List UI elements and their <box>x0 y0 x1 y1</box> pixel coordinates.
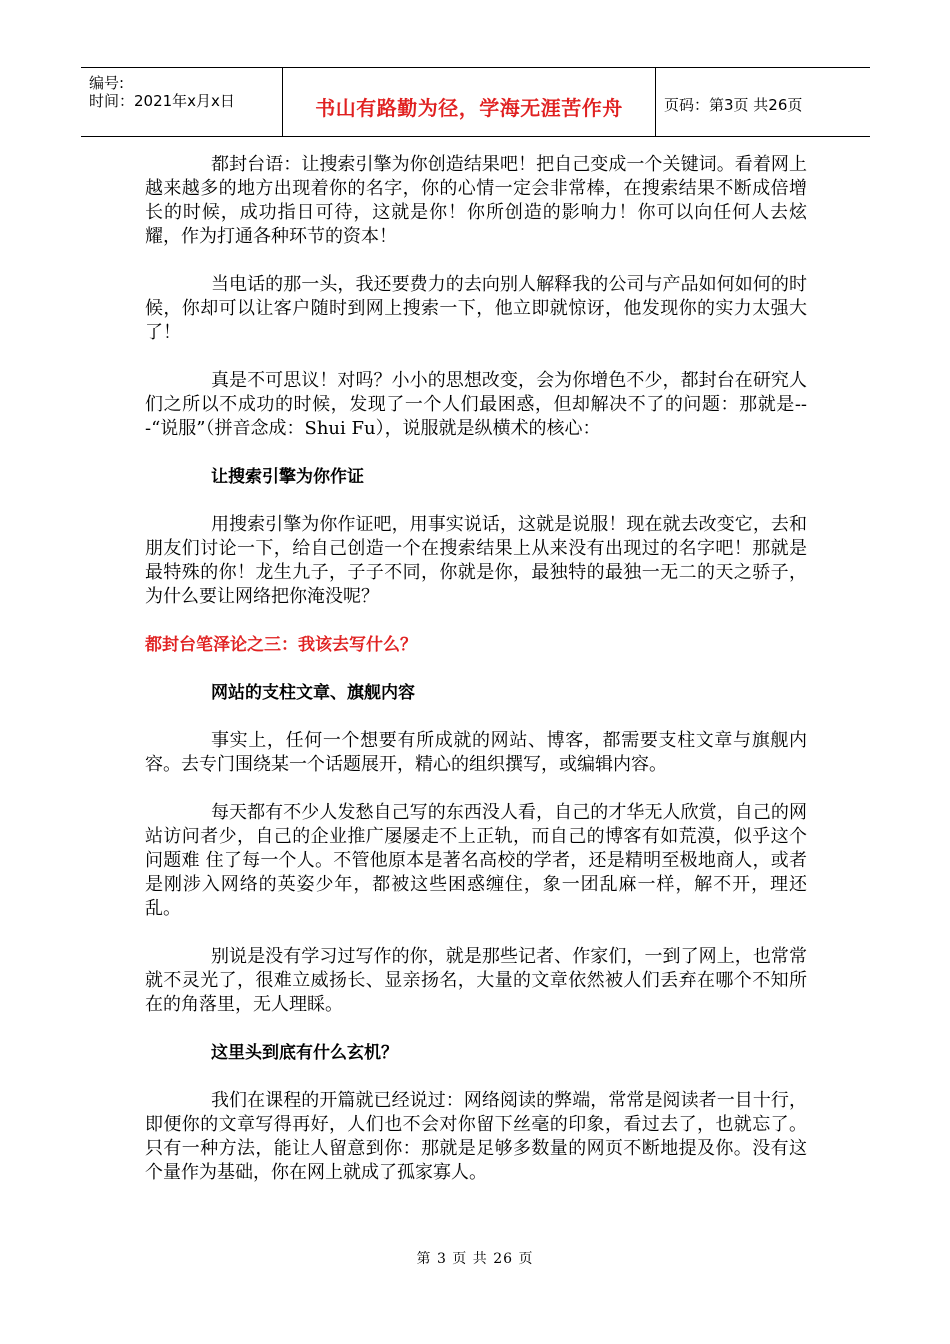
page-info: 页码：第3页 共26页 <box>664 96 803 114</box>
header-page-cell <box>656 68 870 136</box>
number-label: 编号: <box>89 74 125 92</box>
paragraph: 每天都有不少人发愁自己写的东西没人看，自己的才华无人欣赏，自己的网站访问者少，自己的企业推广屡屡走不上正轨，而自己的博客有如荒漠，似乎这个问题难 住了每一个人。不管他原本是著名高校的学者，还是精明至极地商人，或者是刚涉入网络的英姿少年，都被这些困惑缠住，象一团乱麻一样，解不开，理还乱。 <box>145 802 807 919</box>
section-heading: 网站的支柱文章、旗舰内容 <box>211 683 415 703</box>
header-meta-cell <box>81 68 283 136</box>
paragraph: 真是不可思议！对吗？小小的思想改变，会为你增色不少，都封台在研究人们之所以不成功的时候，发现了一个人们最困惑，但却解决不了的问题：那就是---“说服”（拼音念成：Shui Fu），说服就是纵横术的核心： <box>145 370 807 439</box>
paragraph: 别说是没有学习过写作的你，就是那些记者、作家们，一到了网上，也常常就不灵光了，很难立威扬长、显亲扬名，大量的文章依然被人们丢弃在哪个不知所在的角落里，无人理睬。 <box>145 946 807 1015</box>
time-label: 时间：2021年x月x日 <box>89 92 235 110</box>
document-body <box>145 153 807 1209</box>
chapter-heading: 都封台笔泽论之三：我该去写什么？ <box>145 635 417 655</box>
paragraph: 用搜索引擎为你作证吧，用事实说话，这就是说服！现在就去改变它，去和朋友们讨论一下，给自己创造一个在搜索结果上从来没有出现过的名字吧！那就是最特殊的你！龙生九子，子子不同，你就是你，最独特的最独一无二的天之骄子，为什么要让网络把你淹没呢？ <box>145 514 807 607</box>
section-heading: 让搜索引擎为你作证 <box>211 467 364 487</box>
paragraph: 当电话的那一头，我还要费力的去向别人解释我的公司与产品如何如何的时候，你却可以让客户随时到网上搜索一下，他立即就惊讶，他发现你的实力太强大了！ <box>145 274 807 343</box>
paragraph: 我们在课程的开篇就已经说过：网络阅读的弊端，常常是阅读者一目十行，即便你的文章写得再好，人们也不会对你留下丝毫的印象，看过去了，也就忘了。只有一种方法，能让人留意到你：那就是足够多数量的网页不断地提及你。没有这个量作为基础，你在网上就成了孤家寡人。 <box>145 1090 807 1183</box>
header-motto-cell <box>283 68 656 136</box>
page-header <box>81 67 870 137</box>
page-footer: 第 3 页 共 26 页 <box>416 1251 534 1267</box>
motto: 书山有路勤为径，学海无涯苦作舟 <box>315 96 623 120</box>
paragraph: 事实上，任何一个想要有所成就的网站、博客，都需要支柱文章与旗舰内容。去专门围绕某一个话题展开，精心的组织撰写，或编辑内容。 <box>145 730 807 775</box>
paragraph: 都封台语：让搜索引擎为你创造结果吧！把自己变成一个关键词。看着网上越来越多的地方出现着你的名字，你的心情一定会非常棒，在搜索结果不断成倍增长的时候，成功指日可待，这就是你！你所创造的影响力！你可以向任何人去炫耀，作为打通各种环节的资本！ <box>145 154 807 247</box>
section-heading: 这里头到底有什么玄机？ <box>211 1043 398 1063</box>
